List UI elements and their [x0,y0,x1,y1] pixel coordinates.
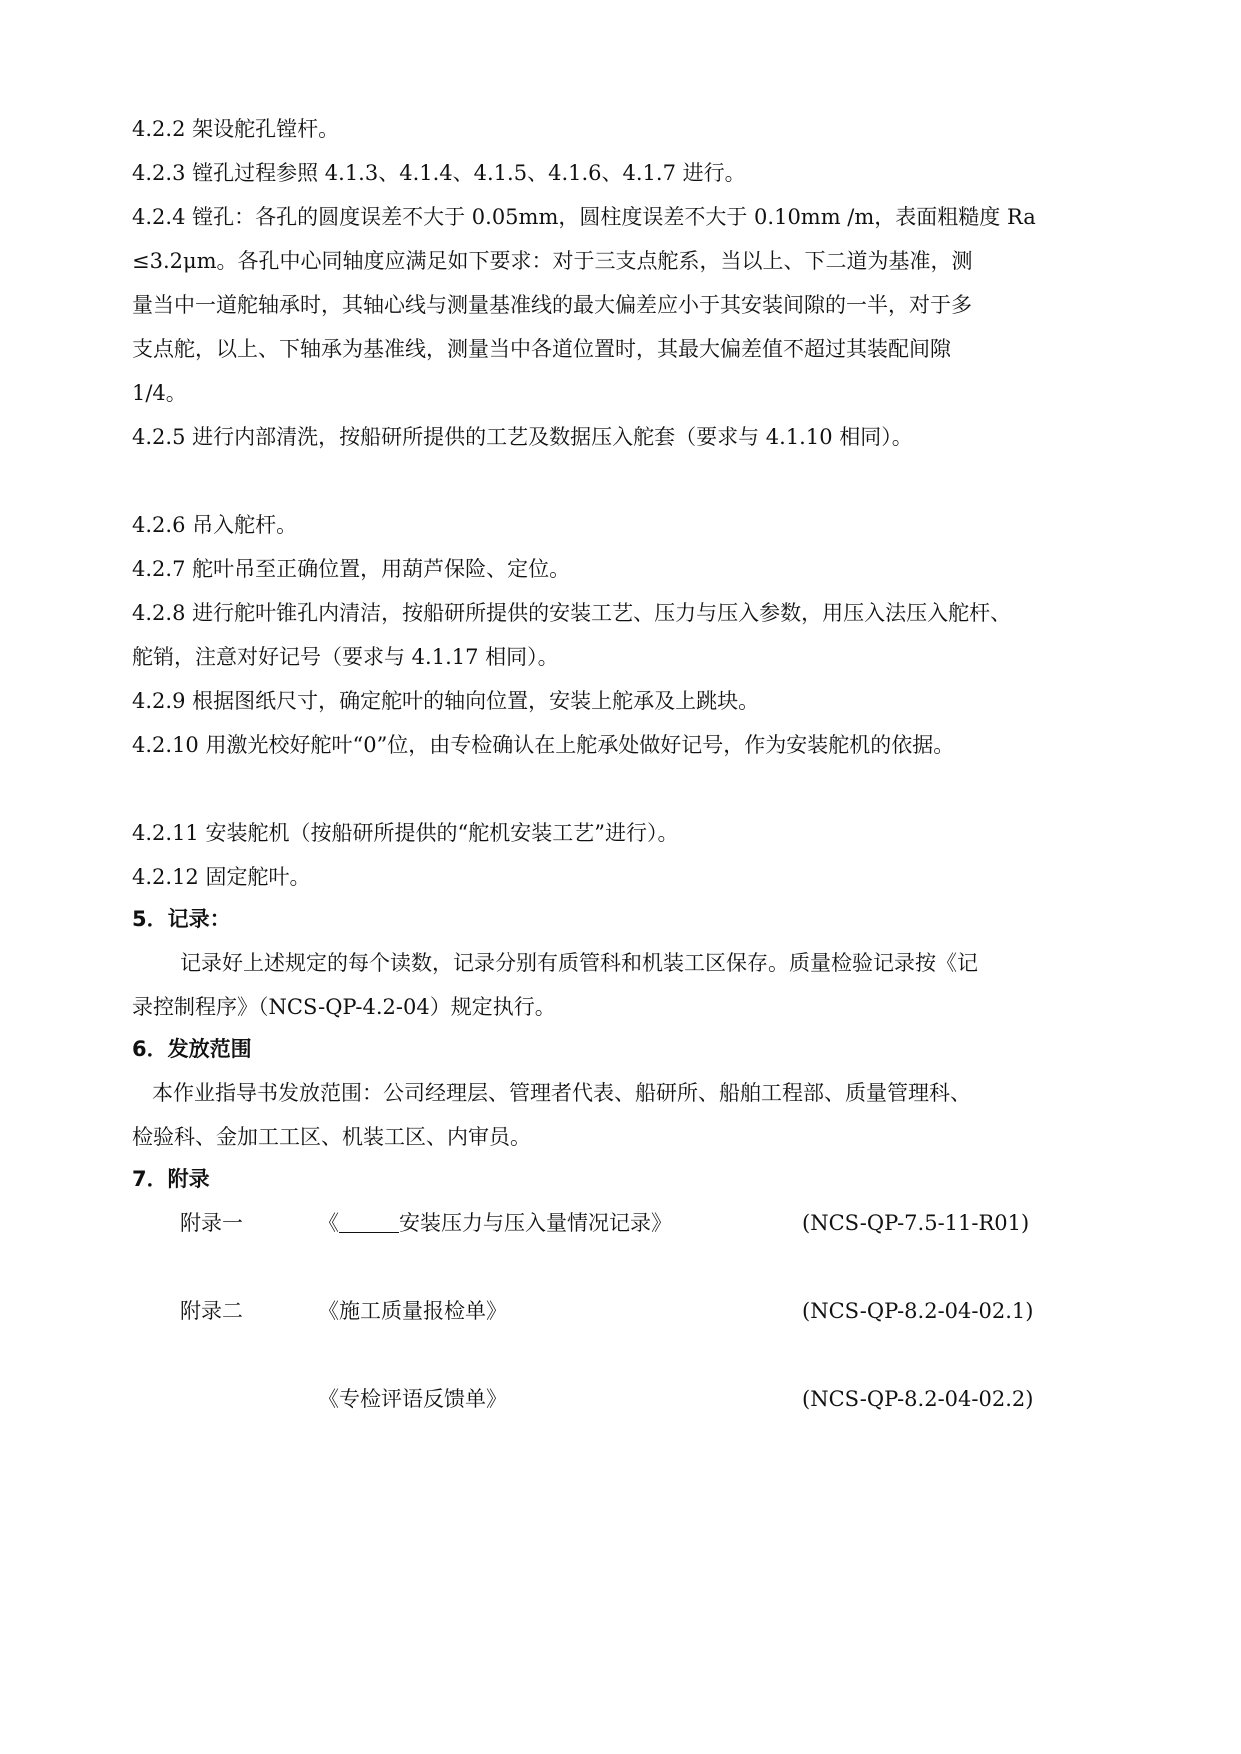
appendix-1-title [318,1208,672,1238]
section-5-paragraph-line-2: 录控制程序》（NCS-QP-4.2-04）规定执行。 [132,995,556,1019]
appendix-1-title-prefix: 《 [318,1211,339,1235]
clause-4-2-10: 4.2.10 用激光校好舵叶“0”位，由专检确认在上舵承处做好记号，作为安装舵机的依据。 [132,733,955,757]
clause-4-2-4-line-4: 支点舵，以上、下轴承为基准线，测量当中各道位置时，其最大偏差值不超过其装配间隙 [132,337,951,361]
appendix-2-code: (NCS-QP-8.2-04-02.1) [802,1299,1034,1323]
clause-4-2-8-line-2: 舵销，注意对好记号（要求与 4.1.17 相同）。 [132,645,559,669]
appendix-2-title: 《施工质量报检单》 [318,1299,507,1323]
appendix-3-title: 《专检评语反馈单》 [318,1387,507,1411]
clause-4-2-11: 4.2.11 安装舵机（按船研所提供的“舵机安装工艺”进行）。 [132,821,679,845]
appendix-1-code: (NCS-QP-7.5-11-R01) [802,1211,1030,1235]
clause-4-2-4-line-2: ≤3.2μm。各孔中心同轴度应满足如下要求：对于三支点舵系，当以上、下二道为基准，测 [132,249,973,273]
section-7-heading: 7．附录 [132,1167,210,1191]
clause-4-2-12: 4.2.12 固定舵叶。 [132,865,311,889]
clause-4-2-5: 4.2.5 进行内部清洗，按船研所提供的工艺及数据压入舵套（要求与 4.1.10 相同）。 [132,425,913,449]
section-5-paragraph-line-1: 记录好上述规定的每个读数，记录分别有质管科和机装工区保存。质量检验记录按《记 [180,951,978,975]
appendix-3-code: (NCS-QP-8.2-04-02.2) [802,1387,1034,1411]
clause-4-2-8-line-1: 4.2.8 进行舵叶锥孔内清洁，按船研所提供的安装工艺、压力与压入参数，用压入法压入舵杆、 [132,601,1012,625]
section-6-heading: 6．发放范围 [132,1037,252,1061]
appendix-1-title-suffix: 安装压力与压入量情况记录》 [399,1211,672,1235]
clause-4-2-4-line-3: 量当中一道舵轴承时，其轴心线与测量基准线的最大偏差应小于其安装间隙的一半，对于多 [132,293,972,317]
appendix-1-label: 附录一 [180,1211,243,1235]
clause-4-2-6: 4.2.6 吊入舵杆。 [132,513,298,537]
clause-4-2-4-line-1: 4.2.4 镗孔：各孔的圆度误差不大于 0.05mm，圆柱度误差不大于 0.10mm /m，表面粗糙度 Ra [132,205,1036,229]
clause-4-2-7: 4.2.7 舵叶吊至正确位置，用葫芦保险、定位。 [132,557,571,581]
clause-4-2-9: 4.2.9 根据图纸尺寸，确定舵叶的轴向位置，安装上舵承及上跳块。 [132,689,760,713]
clause-4-2-3: 4.2.3 镗孔过程参照 4.1.3、4.1.4、4.1.5、4.1.6、4.1.7 进行。 [132,161,746,185]
section-5-heading: 5．记录： [132,907,231,931]
appendix-1-blank-line [339,1212,399,1233]
section-6-paragraph-line-2: 检验科、金加工工区、机装工区、内审员。 [132,1125,531,1149]
section-6-paragraph-line-1: 本作业指导书发放范围：公司经理层、管理者代表、船研所、船舶工程部、质量管理科、 [152,1081,971,1105]
clause-4-2-4-line-5: 1/4。 [132,381,187,405]
appendix-2-label: 附录二 [180,1299,243,1323]
clause-4-2-2: 4.2.2 架设舵孔镗杆。 [132,117,340,141]
